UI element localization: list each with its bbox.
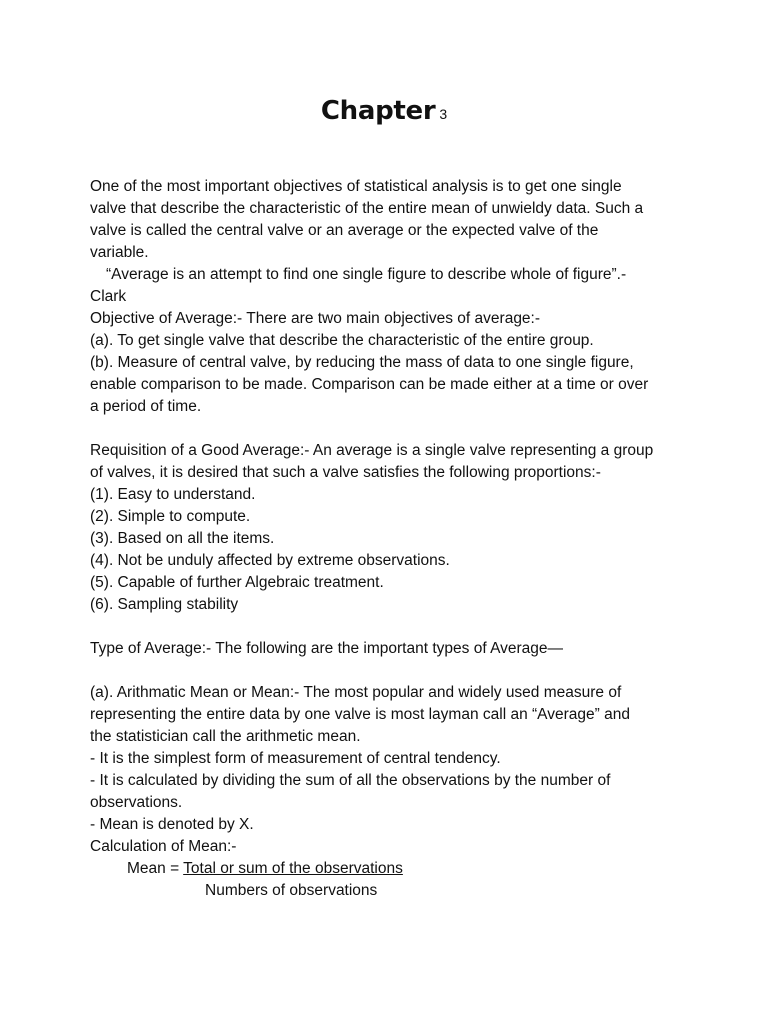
text-line: valve is called the central valve or an average or the expected valve of the [90,222,599,239]
requisition-section [90,440,690,616]
text-line: representing the entire data by one valve is most layman call an “Average” and [90,706,630,723]
text-line: Calculation of Mean:- [90,838,237,855]
text-line: - It is calculated by dividing the sum of all the observations by the number of [90,772,611,789]
text-line: observations. [90,794,183,811]
spacer [90,660,690,682]
text-line: (b). Measure of central valve, by reducing the mass of data to one single figure, [90,354,634,371]
objectives-section [90,308,690,418]
intro-paragraph [90,176,690,264]
list-item: (4). Not be unduly affected by extreme observations. [90,552,450,569]
text-line: variable. [90,244,149,261]
quote-block [90,264,690,308]
text-line: - Mean is denoted by X. [90,816,254,833]
list-item: (1). Easy to understand. [90,486,256,503]
formula-label: Mean = [127,860,184,877]
spacer [90,616,690,638]
text-line: a period of time. [90,398,202,415]
types-heading: Type of Average:- The following are the important types of Average— [90,640,564,657]
list-item: (6). Sampling stability [90,596,239,613]
list-item: (5). Capable of further Algebraic treatment. [90,574,384,591]
list-item: (3). Based on all the items. [90,530,275,547]
text-line: of valves, it is desired that such a valve satisfies the following proportions:- [90,464,601,481]
chapter-title: Chapter [320,96,436,126]
text-line: enable comparison to be made. Comparison can be made either at a time or over [90,376,649,393]
text-line: Requisition of a Good Average:- An average is a single valve representing a group [90,442,654,459]
list-item: (2). Simple to compute. [90,508,251,525]
document-body [90,176,690,902]
text-line: (a). Arithmatic Mean or Mean:- The most popular and widely used measure of [90,684,622,701]
text-line: the statistician call the arithmetic mean. [90,728,361,745]
text-line: - It is the simplest form of measurement of central tendency. [90,750,501,767]
text-line: (a). To get single valve that describe the characteristic of the entire group. [90,332,594,349]
formula-denominator: Numbers of observations [205,882,378,899]
chapter-heading [0,96,768,126]
mean-section [90,682,690,902]
chapter-number: 3 [439,106,448,122]
mean-formula [90,858,690,880]
spacer [90,418,690,440]
quote-text: “Average is an attempt to find one single figure to describe whole of figure”.- [106,266,627,283]
formula-numerator: Total or sum of the observations [183,860,403,877]
text-line: valve that describe the characteristic of the entire mean of unwieldy data. Such a [90,200,644,217]
quote-author: Clark [90,288,127,305]
objectives-heading: Objective of Average:- There are two main objectives of average:- [90,310,541,327]
text-line: One of the most important objectives of statistical analysis is to get one single [90,178,622,195]
